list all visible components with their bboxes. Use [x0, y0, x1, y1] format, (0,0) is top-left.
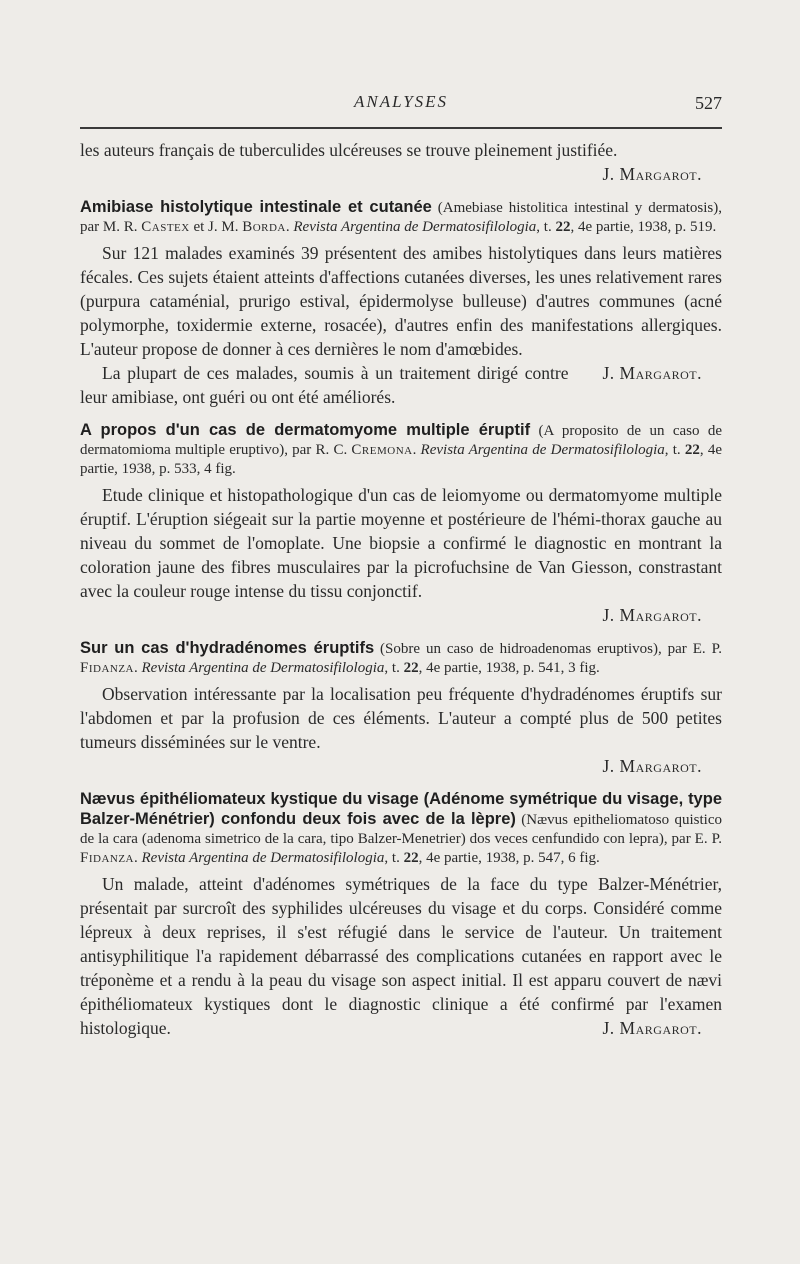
page-body	[80, 138, 722, 1040]
abstract-paragraph: Etude clinique et histopathologique d'un cas de leiomyome ou dermatomyome multiple éruptif. L'éruption siégeait sur la partie moyenne et postérieure de l'hémi-thorax gauche au niveau du sommet de l'omoplate. Une biopsie a confirmé le diagnostic en montrant la coloration jaune des fibres musculaires par la picrofuchsine de Van Giesson, constrastant avec la couleur rouge intense du tissu conjonctif.	[80, 485, 722, 601]
article-amibiase	[80, 198, 722, 409]
article-title: A propos d'un cas de dermatomyome multiple éruptif	[80, 421, 531, 439]
article-signature: J. Margarot.	[602, 605, 702, 625]
reference-details: , 4e partie, 1938, p. 533, 4 fig.	[80, 442, 722, 477]
article-heading	[80, 639, 722, 678]
author-name: Fidanza	[80, 850, 134, 866]
article-original-title: (A proposito de un caso de dermatomioma multiple eruptivo)	[80, 423, 723, 458]
abstract-paragraph	[80, 872, 722, 1040]
intro-text-content: les auteurs français de tuberculides ulcéreuses se trouve pleinement justifiée.	[80, 140, 618, 160]
author-name: Cremona	[351, 442, 413, 458]
reference-prefix: , t.	[536, 219, 556, 235]
authors-prefix: , par M. R.	[80, 200, 722, 235]
article-original-title: (Amebiase histolitica intestinal y dermatosis)	[437, 200, 719, 216]
article-original-title: (Nævus epitheliomatoso quistico de la cara (adenoma simetrico de la cara, tipo Balzer-Menetrier) dos veces cenfundido con lepra)	[80, 812, 722, 847]
authors-separator: .	[134, 850, 142, 866]
volume-number: 22	[403, 850, 419, 866]
abstract-paragraph	[80, 361, 722, 409]
reference-prefix: , t.	[384, 850, 404, 866]
article-title: Amibiase histolytique intestinale et cutanée	[80, 198, 432, 216]
article-hydradenomes	[80, 639, 722, 778]
article-signature: J. Margarot.	[602, 363, 702, 383]
authors-prefix: , par E. P.	[663, 831, 722, 847]
volume-number: 22	[684, 442, 700, 458]
author-name: Fidanza	[80, 660, 134, 676]
article-title: Nævus épithéliomateux kystique du visage (Adénome symétrique du visage, type Balzer-Ménétrier) confondu deux fois avec de la lèpre)	[80, 790, 722, 828]
abstract-paragraph: Sur 121 malades examinés 39 présentent des amibes histolytiques dans leurs matières fécales. Ces sujets étaient atteints d'affections cutanées diverses, les unes relativement rares (purpura cataménial, prurigo estival, épidermolyse bulleuse) d'autres communes (acné polymorphe, toxidermie externe, rosacée), d'autres enfin des manifestations allergiques. L'auteur propose de donner à ces dernières le nom d'amœbides.	[80, 243, 722, 359]
abstract-paragraph-text: La plupart de ces malades, soumis à un traitement dirigé contre leur amibiase, ont guéri ou ont été améliorés.	[80, 363, 569, 407]
page-number: 527	[695, 93, 722, 113]
running-title: ANALYSES	[353, 92, 449, 111]
intro-signature: J. Margarot.	[602, 164, 702, 184]
article-naevus	[80, 790, 722, 1040]
journal-name: Revista Argentina de Dermatosifilologia	[293, 219, 537, 235]
article-heading	[80, 421, 722, 479]
header-rule	[80, 127, 722, 129]
reference-prefix: , t.	[384, 660, 404, 676]
author-name: Castex	[141, 219, 190, 235]
article-title: Sur un cas d'hydradénomes éruptifs	[80, 639, 375, 657]
reference-details: , 4e partie, 1938, p. 519.	[570, 219, 717, 235]
reference-prefix: , t.	[664, 442, 685, 458]
intro-block	[80, 138, 722, 186]
journal-name: Revista Argentina de Dermatosifilologia	[141, 850, 385, 866]
abstract-paragraph-text: Un malade, atteint d'adénomes symétriques de la face du type Balzer-Ménétrier, présentait par surcroît des syphilides ulcéreuses du visage et du corps. Considéré comme lépreux à deux reprises, il s'est réfugié dans le service de l'auteur. Un traitement antisyphilitique l'a rapidement débarrassé des complications cutanées en rapport avec le tréponème et a rendu à la peau du visage son aspect initial. Il est apparu couvert de nævi épithéliomateux kystiques dont le diagnostic clinique a été confirmé par l'examen histologique.	[80, 874, 722, 1038]
authors-separator: .	[412, 442, 421, 458]
abstract-paragraph: Observation intéressante par la localisation peu fréquente d'hydradénomes éruptifs sur l'abdomen et par la profusion de ces éléments. L'auteur a compté plus de 500 petites tumeurs disséminées sur le ventre.	[80, 684, 722, 752]
article-heading	[80, 790, 722, 868]
reference-details: , 4e partie, 1938, p. 547, 6 fig.	[418, 850, 600, 866]
volume-number: 22	[403, 660, 419, 676]
journal-name: Revista Argentina de Dermatosifilologia	[141, 660, 385, 676]
article-signature: J. Margarot.	[602, 1018, 702, 1038]
article-signature: J. Margarot.	[602, 756, 702, 776]
reference-details: , 4e partie, 1938, p. 541, 3 fig.	[418, 660, 600, 676]
authors-separator: .	[134, 660, 142, 676]
volume-number: 22	[555, 219, 571, 235]
authors-prefix: , par R. C.	[284, 442, 352, 458]
intro-text	[80, 138, 722, 162]
article-original-title: (Sobre un caso de hidroadenomas eruptivos)	[374, 641, 658, 657]
journal-name: Revista Argentina de Dermatosifilologia	[420, 442, 665, 458]
authors-middle: et J. M.	[189, 219, 243, 235]
article-dermatomyome	[80, 421, 722, 627]
article-heading: Amibiase histolytique intestinale et cutanée (Amebiase histolitica intestinal y dermatosis), par M. R. Castex et J. M. Borda. Revista Argentina de Dermatosifilologia, t. 22, 4e partie, 1938, p. 519.	[80, 198, 722, 235]
author-name: Borda	[242, 219, 286, 235]
page-header	[80, 92, 722, 118]
authors-prefix: , par E. P.	[657, 641, 722, 657]
